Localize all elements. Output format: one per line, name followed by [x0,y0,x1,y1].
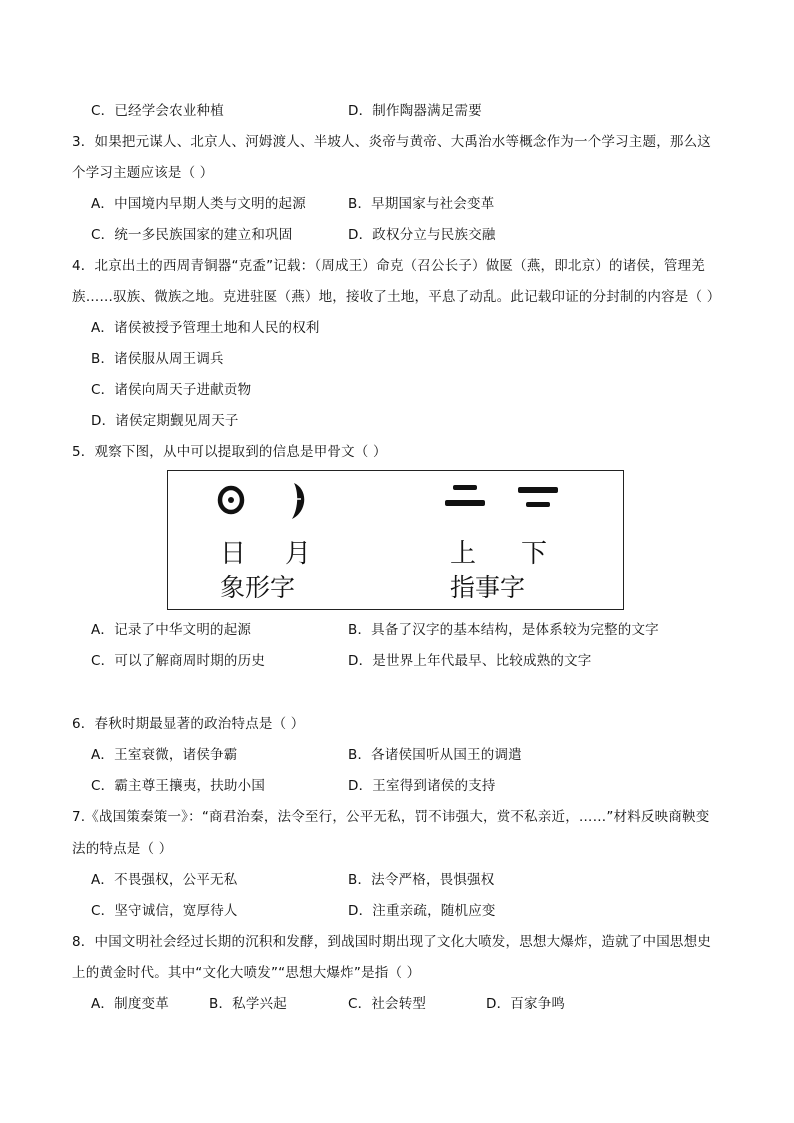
oracle-shang-glyph-icon [443,483,487,509]
q7-option-a: A．不畏强权，公平无私 [91,872,238,888]
q2-option-c: C．已经学会农业种植 [91,103,224,119]
q4-stem-line2: 族……驭族、微族之地。克进驻匽（燕）地，接收了土地，平息了动乱。此记载印证的分封制的内容是（ ） [72,289,721,305]
glyph-label-shang: 上 [450,539,477,569]
caption-pictograph: 象形字 [220,573,296,602]
q4-option-d: D．诸侯定期觐见周天子 [91,413,239,429]
q5-option-d: D．是世界上年代最早、比较成熟的文字 [348,653,592,669]
q3-stem-line1: 3．如果把元谋人、北京人、河姆渡人、半坡人、炎帝与黄帝、大禹治水等概念作为一个学习主题，那么这 [72,134,711,150]
q5-stem: 5．观察下图，从中可以提取到的信息是甲骨文（ ） [72,444,387,460]
glyph-label-ri: 日 [220,539,247,569]
q7-option-b: B．法令严格，畏惧强权 [348,872,495,888]
q6-option-c: C．霸主尊王攘夷，扶助小国 [91,778,266,794]
caption-ideograph: 指事字 [450,573,526,602]
q4-option-b: B．诸侯服从周王调兵 [91,351,224,367]
q4-option-c: C．诸侯向周天子进献贡物 [91,382,252,398]
q3-option-d: D．政权分立与民族交融 [348,227,496,243]
q7-stem-line2: 法的特点是（ ） [72,841,173,857]
q3-option-a: A．中国境内早期人类与文明的起源 [91,196,306,212]
q8-option-d: D．百家争鸣 [486,996,566,1012]
q7-stem-line1: 7.《战国策秦策一》：“商君治秦，法令至行，公平无私，罚不讳强大，赏不私亲近，……”材料反映商鞅变 [72,809,710,825]
q7-option-d: D．注重亲疏，随机应变 [348,903,496,919]
q5-option-b: B．具备了汉字的基本结构，是体系较为完整的文字 [348,622,659,638]
q4-option-a: A．诸侯被授予管理土地和人民的权利 [91,320,320,336]
q4-stem-line1: 4．北京出土的西周青铜器“克盉”记载：（周成王）命克（召公长子）做匽（燕，即北京）的诸侯，管理羌 [72,258,705,274]
q3-option-c: C．统一多民族国家的建立和巩固 [91,227,293,243]
oracle-xia-glyph-icon [516,485,560,511]
q2-option-d: D．制作陶器满足需要 [348,103,482,119]
q6-option-b: B．各诸侯国听从国王的调遣 [348,747,522,763]
oracle-bone-figure [167,470,624,610]
q3-option-b: B．早期国家与社会变革 [348,196,495,212]
q5-option-a: A．记录了中华文明的起源 [91,622,252,638]
q5-option-c: C．可以了解商周时期的历史 [91,653,266,669]
q8-option-b: B．私学兴起 [209,996,287,1012]
q8-option-c: C．社会转型 [348,996,427,1012]
q6-stem: 6．春秋时期最显著的政治特点是（ ） [72,716,305,732]
q7-option-c: C．坚守诚信，宽厚待人 [91,903,238,919]
glyph-label-xia: 下 [521,539,548,569]
q6-option-a: A．王室衰微，诸侯争霸 [91,747,238,763]
oracle-moon-glyph-icon [288,481,310,521]
q8-option-a: A．制度变革 [91,996,169,1012]
oracle-sun-glyph-icon [216,484,246,516]
q6-option-d: D．王室得到诸侯的支持 [348,778,496,794]
glyph-label-yue: 月 [285,539,312,569]
q8-stem-line1: 8．中国文明社会经过长期的沉积和发酵，到战国时期出现了文化大喷发，思想大爆炸，造就了中国思想史 [72,934,711,950]
q8-stem-line2: 上的黄金时代。其中“文化大喷发”“思想大爆炸”是指（ ） [72,965,421,981]
q3-stem-line2: 个学习主题应该是（ ） [72,165,214,181]
